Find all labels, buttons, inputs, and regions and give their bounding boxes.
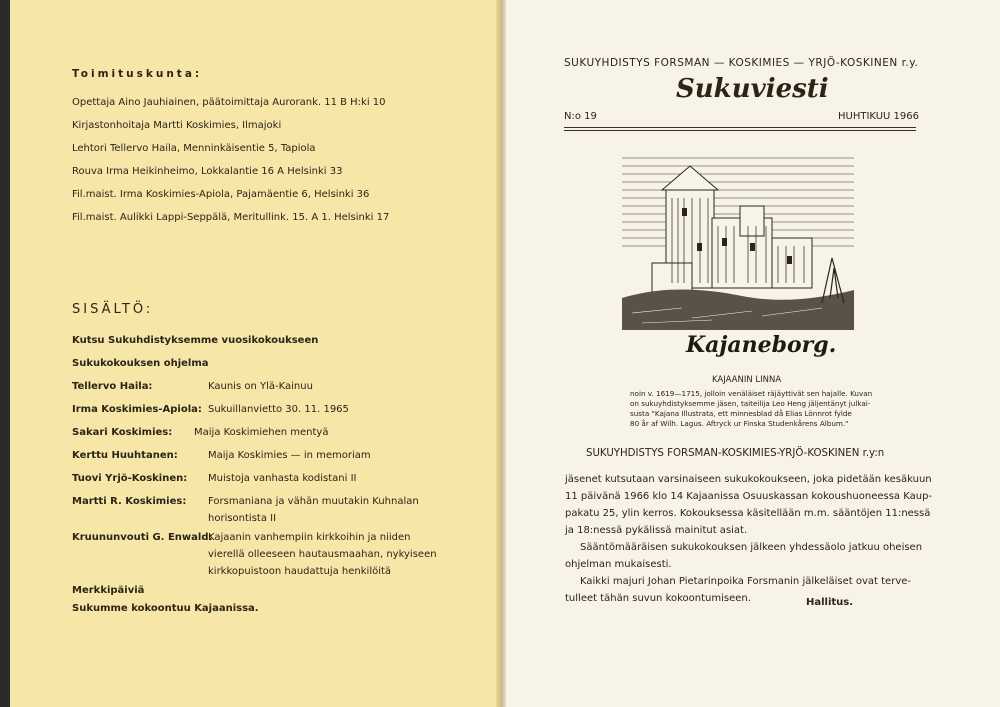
- committee-line: Lehtori Tellervo Haila, Menninkäisentie 5, Tapiola: [72, 143, 316, 154]
- contents-title: Kaunis on Ylä-Kainuu: [208, 381, 313, 392]
- contents-title: Maija Koskimies — in memoriam: [208, 450, 371, 461]
- committee-line: Kirjastonhoitaja Martti Koskimies, Ilmajoki: [72, 120, 282, 131]
- invitation-line: tulleet tähän suvun kokoontumiseen.: [565, 593, 751, 604]
- divider: [564, 127, 916, 128]
- contents-title: Muistoja vanhasta kodistani II: [208, 473, 357, 484]
- illustration-label: Kajaneborg.: [686, 332, 837, 358]
- caption-line: 80 år af Wilh. Lagus. Aftryck ur Finska Studenkårens Album.": [630, 419, 849, 428]
- contents-author: Tellervo Haila:: [72, 381, 153, 392]
- issue-date: HUHTIKUU 1966: [838, 111, 919, 122]
- committee-line: Fil.maist. Irma Koskimies-Apiola, Pajamäentie 6, Helsinki 36: [72, 189, 370, 200]
- contents-author: Irma Koskimies-Apiola:: [72, 404, 202, 415]
- contents-title: Maija Koskimiehen mentyä: [194, 427, 329, 438]
- contents-title: horisontista II: [208, 513, 277, 524]
- invitation-line: ja 18:nessä pykälissä mainitut asiat.: [565, 525, 748, 536]
- issue-number: N:o 19: [564, 111, 597, 122]
- signature: Hallitus.: [806, 597, 854, 608]
- contents-entry: Merkkipäiviä: [72, 585, 145, 596]
- contents-author: Martti R. Koskimies:: [72, 496, 187, 507]
- committee-line: Opettaja Aino Jauhiainen, päätoimittaja Aurorank. 11 B H:ki 10: [72, 97, 386, 108]
- contents-title: Forsmaniana ja vähän muutakin Kuhnalan: [208, 496, 419, 507]
- castle-engraving-icon: [622, 148, 854, 330]
- committee-line: Rouva Irma Heikinheimo, Lokkalantie 16 A Helsinki 33: [72, 166, 343, 177]
- contents-title: vierellä olleeseen hautausmaahan, nykyiseen: [208, 549, 437, 560]
- contents-author: Sakari Koskimies:: [72, 427, 173, 438]
- caption-title: KAJAANIN LINNA: [712, 375, 782, 385]
- contents-entry: Kutsu Sukuhdistyksemme vuosikokoukseen: [72, 335, 319, 346]
- contents-title: Kajaanin vanhempiin kirkkoihin ja niiden: [208, 532, 411, 543]
- invitation-line: 11 päivänä 1966 klo 14 Kajaanissa Osuuskassan kokoushuoneessa Kaup-: [565, 491, 933, 502]
- committee-heading: Toimituskunta:: [72, 68, 203, 80]
- left-page: [10, 0, 504, 707]
- committee-line: Fil.maist. Aulikki Lappi-Seppälä, Meritullink. 15. A 1. Helsinki 17: [72, 212, 390, 223]
- invitation-line: pakatu 25, ylin kerros. Kokouksessa käsitellään m.m. sääntöjen 11:nessä: [565, 508, 931, 519]
- invitation-line: Sääntömääräisen sukukokouksen jälkeen yhdessäolo jatkuu oheisen: [580, 542, 923, 553]
- contents-author: Kruununvouti G. Enwald:: [72, 532, 213, 543]
- contents-author: Kerttu Huuhtanen:: [72, 450, 178, 461]
- publication-title: Sukuviesti: [676, 74, 829, 104]
- society-header: SUKUYHDISTYS FORSMAN — KOSKIMIES — YRJÖ-KOSKINEN r.y.: [564, 57, 919, 69]
- contents-author: Tuovi Yrjö-Koskinen:: [72, 473, 188, 484]
- caption-line: on sukuyhdistyksemme jäsen, taiteilija Leo Heng jäljentänyt julkai-: [630, 399, 871, 408]
- contents-title: kirkkopuistoon haudattuja henkilöitä: [208, 566, 392, 577]
- contents-heading: SISÄLTÖ:: [72, 302, 154, 317]
- invitation-heading: SUKUYHDISTYS FORSMAN-KOSKIMIES-YRJÖ-KOSKINEN r.y:n: [586, 448, 885, 459]
- invitation-line: jäsenet kutsutaan varsinaiseen sukukokoukseen, joka pidetään kesäkuun: [565, 474, 932, 485]
- divider: [564, 130, 916, 131]
- caption-line: susta "Kajana Illustrata, ett minnesblad då Elias Lönnrot fylde: [630, 409, 852, 418]
- invitation-line: ohjelman mukaisesti.: [565, 559, 672, 570]
- caption-line: noin v. 1619—1715, jolloin venäläiset räjäyttivät sen hajalle. Kuvan: [630, 389, 873, 398]
- contents-title: Sukuillanvietto 30. 11. 1965: [208, 404, 349, 415]
- contents-entry: Sukukokouksen ohjelma: [72, 358, 209, 369]
- contents-entry: Sukumme kokoontuu Kajaanissa.: [72, 603, 259, 614]
- invitation-line: Kaikki majuri Johan Pietarinpoika Forsmanin jälkeläiset ovat terve-: [580, 576, 911, 587]
